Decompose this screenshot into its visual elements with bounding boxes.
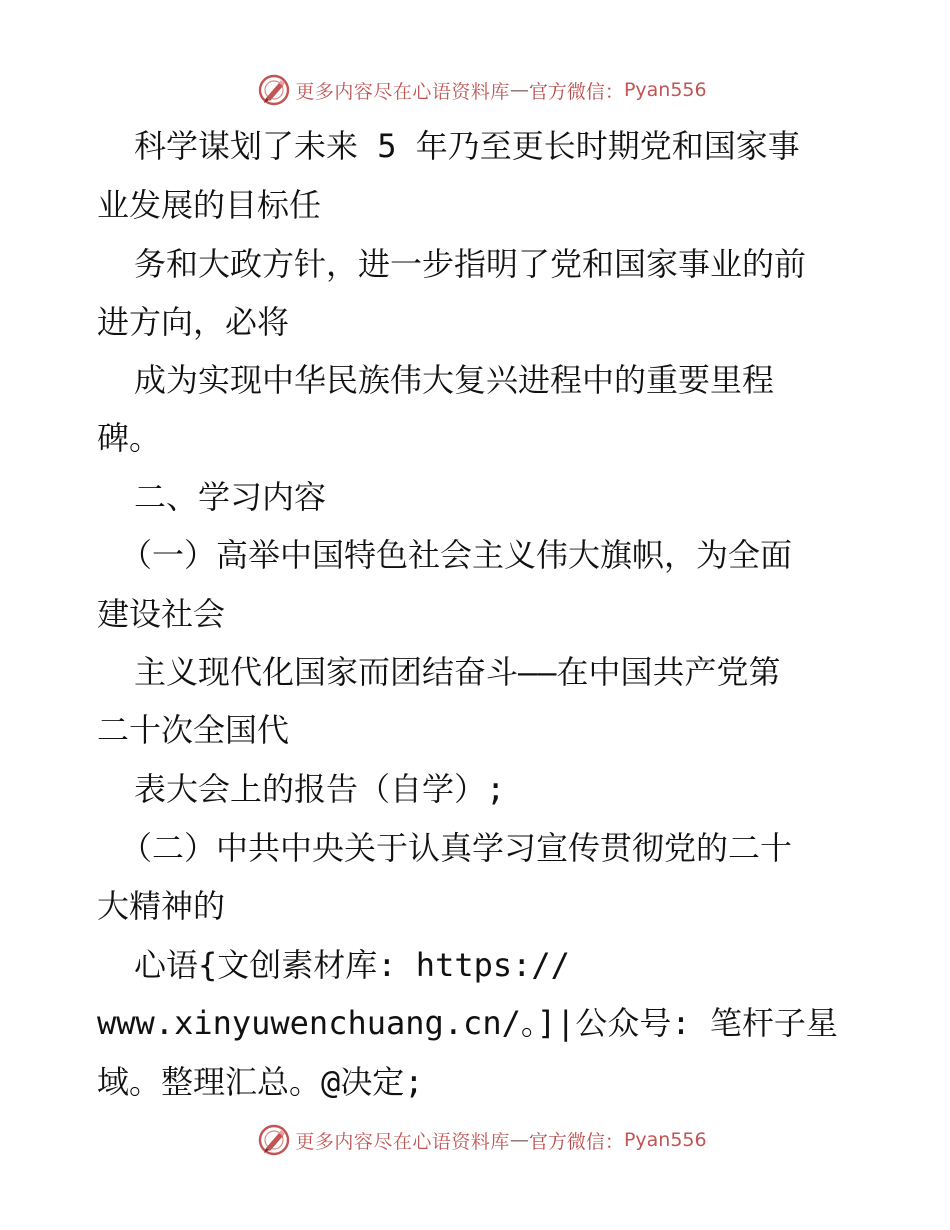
header-banner-text: 更多内容尽在心语资料库 [295,80,510,103]
header-banner-wechat-id: Pyan556 [623,79,707,101]
body-line-16: www.xinyuwenchuang.cn/。]|公众号: 笔杆子星 [97,1004,838,1042]
header-banner-wechat-label: 官方微信： [528,80,624,103]
body-line-9: 建设社会 [97,595,226,633]
body-line-8: （一）高举中国特色社会主义伟大旗帜，为全面 [120,536,793,574]
footer-banner-wechat-id: Pyan556 [623,1129,707,1151]
footer-banner-wechat-label: 官方微信： [528,1130,624,1153]
header-banner-inner [257,73,706,107]
footer-banner-text: 更多内容尽在心语资料库 [295,1130,510,1153]
pen-logo-icon [257,1123,291,1157]
body-line-17: 域。整理汇总。@决定; [97,1063,424,1101]
header-watermark-banner [0,70,950,110]
body-line-15: 心语{文创素材库: https:// [134,946,570,984]
footer-banner-inner [257,1123,706,1157]
header-banner-separator: — [509,79,529,101]
body-line-11: 二十次全国代 [97,711,290,749]
body-line-10: 主义现代化国家而团结奋斗——在中国共产党第 [134,653,781,691]
section-heading: 二、学习内容 [134,478,327,516]
body-line-6: 碑。 [97,419,162,457]
body-line-14: 大精神的 [97,887,226,925]
footer-watermark-banner [0,1120,950,1160]
body-line-1: 科学谋划了未来 5 年乃至更长时期党和国家事 [134,127,800,165]
body-line-3: 务和大政方针，进一步指明了党和国家事业的前 [134,245,807,283]
body-line-13: （二）中共中央关于认真学习宣传贯彻党的二十 [120,829,793,867]
body-line-12: 表大会上的报告（自学）; [134,770,506,808]
footer-banner-separator: — [509,1129,529,1151]
body-line-5: 成为实现中华民族伟大复兴进程中的重要里程 [134,361,775,399]
body-line-4: 进方向，必将 [97,303,290,341]
body-line-2: 业发展的目标任 [97,186,322,224]
pen-logo-icon [257,73,291,107]
